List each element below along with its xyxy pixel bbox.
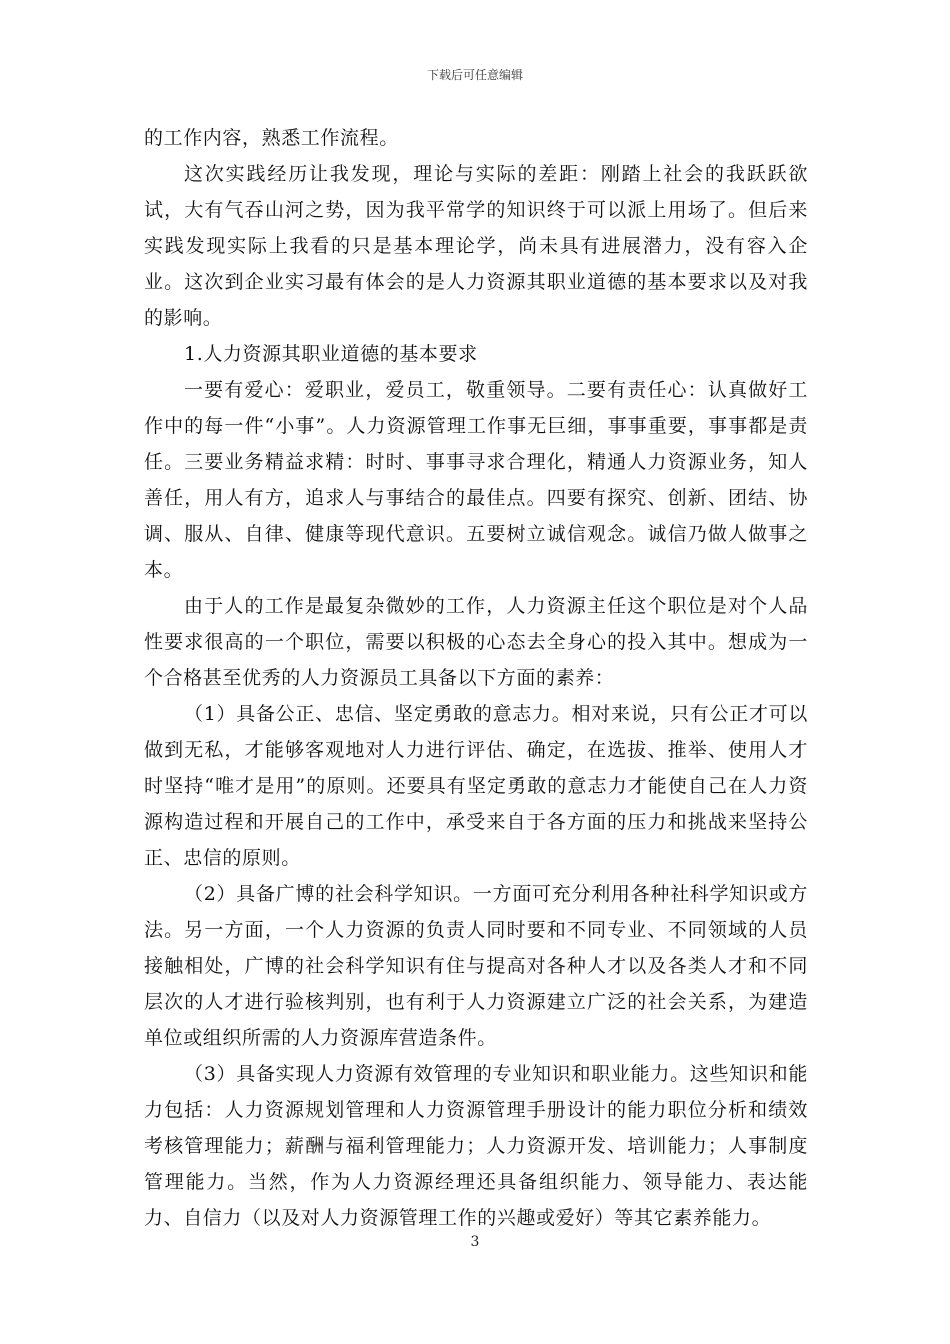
paragraph-qualities-intro: 由于人的工作是最复杂微妙的工作，人力资源主任这个职位是对个人品性要求很高的一个职位，需要以积极的心态去全身心的投入其中。想成为一个合格甚至优秀的人力资源员工具备以下方面的素养：: [144, 595, 808, 689]
page-header: 下载后可任意编辑: [426, 68, 523, 82]
document-body: [144, 120, 808, 1236]
section-heading: 1.人力资源其职业道德的基本要求: [184, 343, 478, 365]
page-number: 3: [470, 1234, 480, 1250]
paragraph-ethics-requirements: 一要有爱心：爱职业，爱员工，敬重领导。二要有责任心：认真做好工作中的每一件“小事”。人力资源管理工作事无巨细，事事重要，事事都是责任。三要业务精益求精：时时、事事寻求合理化，精通人力资源业务，知人善任，用人有方，追求人与事结合的最佳点。四要有探究、创新、团结、协调、服从、自律、健康等现代意识。五要树立诚信观念。诚信乃做人做事之本。: [144, 379, 808, 581]
paragraph-continuation: 的工作内容，熟悉工作流程。: [144, 127, 399, 149]
paragraph-practice-experience: 这次实践经历让我发现，理论与实际的差距：刚踏上社会的我跃跃欲试，大有气吞山河之势，因为我平常学的知识终于可以派上用场了。但后来实践发现实际上我看的只是基本理论学，尚未具有进展潜力，没有容入企业。这次到企业实习最有体会的是人力资源其职业道德的基本要求以及对我的影响。: [144, 163, 808, 329]
list-item-2: （2）具备广博的社会科学知识。一方面可充分利用各种社科学知识或方法。另一方面，一个人力资源的负责人同时要和不同专业、不同领域的人员接触相处，广博的社会科学知识有住与提高对各种人才以及各类人才和不同层次的人才进行验核判别，也有利于人力资源建立广泛的社会关系，为建造单位或组织所需的人力资源库营造条件。: [144, 883, 808, 1049]
list-item-3: （3）具备实现人力资源有效管理的专业知识和职业能力。这些知识和能力包括：人力资源规划管理和人力资源管理手册设计的能力职位分析和绩效考核管理能力；薪酬与福利管理能力；人力资源开发、培训能力；人事制度管理能力。当然，作为人力资源经理还具备组织能力、领导能力、表达能力、自信力（以及对人力资源管理工作的兴趣或爱好）等其它素养能力。: [144, 1063, 808, 1229]
list-item-1: （1）具备公正、忠信、坚定勇敢的意志力。相对来说，只有公正才可以做到无私，才能够客观地对人力进行评估、确定，在选拔、推举、使用人才时坚持“唯才是用”的原则。还要具有坚定勇敢的意志力才能使自己在人力资源构造过程和开展自己的工作中，承受来自于各方面的压力和挑战来坚持公正、忠信的原则。: [144, 703, 808, 869]
